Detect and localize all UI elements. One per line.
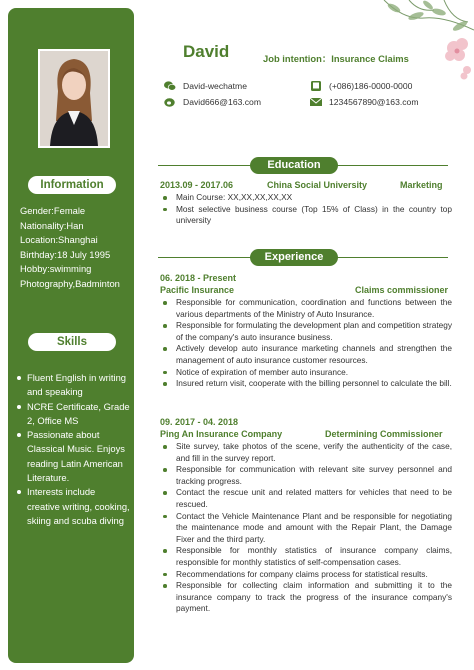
contact-email-1: [164, 97, 261, 107]
job-2-period: 09. 2017 - 04. 2018: [160, 417, 239, 427]
info-nationality: Nationality:Han: [20, 219, 84, 231]
duty-item: Responsible for communication, coordination and functions between the various departments of the Ministry of Auto Insurance.: [160, 297, 452, 320]
job-1-company: Pacific Insurance: [160, 285, 235, 295]
info-hobby: Hobby:swimming: [20, 263, 92, 275]
sidebar: [8, 8, 134, 663]
experience-heading: Experience: [250, 249, 338, 266]
info-location: Location:Shanghai: [20, 234, 98, 246]
duty-item: Responsible for formulating the development plan and competition strategy of the company's auto insurance business.: [160, 320, 452, 343]
duty-item: Actively develop auto insurance marketing channels and strengthen the management of auto insurance customer resources.: [160, 343, 452, 366]
job-1-period: 06. 2018 - Present: [160, 273, 237, 283]
education-item: Most selective business course (Top 15% of Class) in the country top university: [160, 204, 452, 227]
duty-item: Contact the rescue unit and related matters for vehicles that need to be rescued.: [160, 487, 452, 510]
skills-list: [14, 371, 130, 528]
education-period: 2013.09 - 2017.06: [160, 180, 234, 190]
duty-item: Insured return visit, cooperate with the billing personnel to calculate the bill.: [160, 378, 452, 390]
job-2-role: Determining Commissioner: [325, 429, 443, 439]
email-address-2: 1234567890@163.com: [329, 97, 419, 107]
info-hobby-cont: Photography,Badminton: [20, 277, 120, 289]
phone-number: (+086)186-0000-0000: [329, 81, 413, 91]
job-2-company: Ping An Insurance Company: [160, 429, 283, 439]
education-heading: Education: [250, 157, 338, 174]
job-2-duties: [160, 441, 452, 615]
duty-item: Contact the Vehicle Maintenance Plant and be responsible for negotiating the maintenance mode and amount with the Repair Plant, the Damage Fixer and the third party.: [160, 511, 452, 546]
mail-icon: [310, 97, 322, 107]
info-birthday: Birthday:18 July 1995: [20, 248, 111, 260]
contact-email-2: [310, 97, 418, 107]
skill-item: Interests include creative writing, cooking, skiing and scuba diving: [14, 485, 130, 528]
phone-icon: [310, 81, 322, 91]
education-item: Main Course: XX,XX,XX,XX,XX: [160, 192, 452, 204]
info-gender: Gender:Female: [20, 205, 86, 216]
wechat-id: David-wechatme: [183, 81, 247, 91]
weibo-icon: [164, 97, 176, 107]
education-major: Marketing: [400, 180, 443, 190]
skill-item: Fluent English in writing and speaking: [14, 371, 130, 400]
duty-item: Notice of expiration of member auto insurance.: [160, 367, 452, 379]
job-1-duties: [160, 297, 452, 390]
duty-item: Responsible for communication with relevant site survey personnel and tracking progress.: [160, 464, 452, 487]
email-address-1: David666@163.com: [183, 97, 261, 107]
duty-item: Site survey, take photos of the scene, verify the authenticity of the case, and fill in the survey report.: [160, 441, 452, 464]
education-list: [160, 192, 452, 227]
information-list: [20, 204, 132, 292]
contact-wechat: [164, 81, 247, 91]
profile-photo: [38, 49, 110, 148]
duty-item: Responsible for monthly statistics of insurance company claims, responsible for monthly statistics of self-compensation cases.: [160, 545, 452, 568]
duty-item: Recommendations for company claims process for statistical results.: [160, 569, 452, 581]
job-1-role: Claims commissioner: [355, 285, 449, 295]
information-heading: Information: [28, 176, 116, 194]
contact-phone: [310, 81, 412, 91]
duty-item: Responsible for collecting claim information and submitting it to the insurance company to track the progress of the insurance company's payment.: [160, 580, 452, 615]
skill-item: NCRE Certificate, Grade 2, Office MS: [14, 400, 130, 429]
education-school: China Social University: [267, 180, 368, 190]
candidate-name: David: [183, 42, 230, 61]
wechat-icon: [164, 81, 176, 91]
skill-item: Passionate about Classical Music. Enjoys reading Latin American Literature.: [14, 428, 130, 485]
skills-heading: Skills: [28, 333, 116, 351]
job-intention: Job intention：Insurance Claims: [263, 53, 409, 64]
floral-decoration: [364, 0, 474, 90]
